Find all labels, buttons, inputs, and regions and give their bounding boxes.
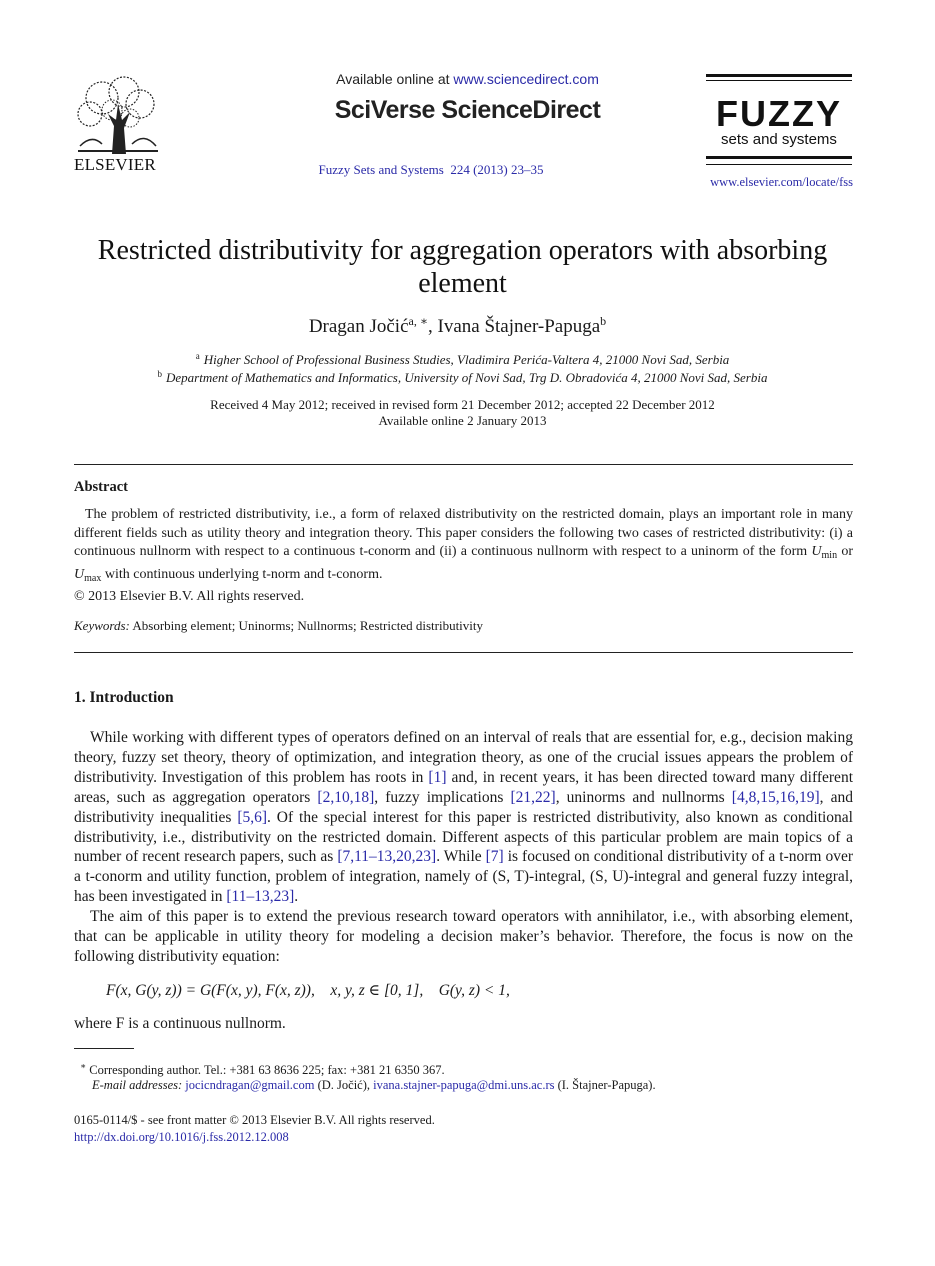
paragraph: The aim of this paper is to extend the previous research toward operators with annihilator, i.e., with absorbing element, that can be applicable in utility theory for modeling a decision maker’s behavior. Therefore, the focus is now on the following distributivity equation: [74,908,853,965]
text: is focused on conditional distributivity of a t-norm over a t-conorm and utility function, problem of integration, namely of (S, T)-integral, (S, U)-integral and general fuzzy integral, has been investigated in [74,848,853,906]
corresponding-author-footnote [80,1061,445,1078]
text: . Of the special interest for this paper is restricted distributivity, also known as conditional distributivity, i.e., distributivity on the restricted domain. Different aspects of this particular problem are main topics of a number of recent research papers, such as [74,808,853,866]
paragraph [74,728,853,907]
fuzzy-sets-journal-logo [706,74,852,149]
citation-link[interactable]: [2,10,18] [317,788,375,806]
introduction-body [74,728,853,967]
elsevier-wordmark: ELSEVIER [74,155,156,174]
available-prefix: Available online at [336,71,450,87]
citation-link[interactable]: [1] [428,768,447,786]
abstract-text: The problem of restricted distributivity, i.e., a form of relaxed distributivity on the restricted domain, plays an important role in many different fields such as utility theory and integration theory. This paper considers the following two cases of restricted distributivity: (i) a continuous nullnorm with respect to a continuous t-conorm and (ii) a continuous nullnorm with respect to a uninorm of the form [74,507,853,559]
affiliation-mark: b [157,369,163,379]
text: and, in recent years, it has been directed toward many different areas, such as aggregation operators [74,768,853,806]
abstract-body [74,506,853,607]
logo-bottom-rule [706,156,852,159]
author-affiliation-mark[interactable]: a, ∗ [408,314,429,328]
citation-link[interactable]: [7,11–13,20,23] [337,848,437,866]
keywords-label: Keywords: [74,618,130,633]
email-link[interactable]: ivana.stajner-papuga@dmi.uns.ac.rs [373,1078,555,1092]
citation-link[interactable]: [7] [485,848,504,866]
journal-logo-subtitle: sets and systems [721,131,837,148]
footnote-rule [74,1048,134,1049]
affiliation-text: Higher School of Professional Business Studies, Vladimira Perića-Valtera 4, 21000 Novi Sad, Serbia [203,352,730,367]
affiliation-a [0,351,925,368]
email-footnote [92,1078,656,1093]
section-heading: 1. Introduction [74,689,174,706]
sciencedirect-link[interactable]: www.sciencedirect.com [453,71,599,87]
text: . While [436,848,486,866]
author-separator: , [428,316,438,337]
uninorm-symbol: U [74,566,85,582]
abstract-paragraph [74,506,853,588]
author-list [0,314,915,338]
citation-link[interactable]: [11–13,23] [226,888,295,906]
journal-homepage-link[interactable]: www.elsevier.com/locate/fss [710,175,853,189]
available-online-date: Available online 2 January 2013 [378,413,547,428]
author-name[interactable]: Dragan Jočić [308,316,409,337]
logo-top-rule [706,74,852,77]
subscript-min: min [821,550,838,561]
logo-bottom-rule-thin [706,164,852,165]
text: , uninorms and nullnorms [555,788,732,806]
abstract-text-end: with continuous underlying t-norm and t-conorm. [101,566,383,582]
distributivity-equation: F(x, G(y, z)) = G(F(x, y), F(x, z)), x, y, z ∈ [0, 1], G(y, z) < 1, [106,982,510,999]
abstract-bottom-rule [74,652,853,653]
email-owner: (D. Jočić), [314,1078,374,1092]
abstract-top-rule [74,464,853,465]
affiliation-text: Department of Mathematics and Informatics, University of Novi Sad, Trg D. Obradovića 4, 21000 Novi Sad, Serbia [166,370,768,385]
affiliation-mark: a [195,351,200,361]
citation-link[interactable]: [21,22] [510,788,556,806]
text: . [294,888,299,906]
issn-line: 0165-0114/$ - see front matter © 2013 Elsevier B.V. All rights reserved. [74,1113,435,1127]
citation-link[interactable]: [4,8,15,16,19] [731,788,820,806]
equation-note: where F is a continuous nullnorm. [74,1015,286,1032]
logo-top-rule-thin [706,80,852,81]
footnote-mark: ∗ [80,1061,87,1071]
subscript-max: max [84,572,102,584]
paper-title: Restricted distributivity for aggregation operators with absorbing element [97,235,828,299]
or-word: or [837,544,853,559]
uninorm-symbol: U [811,544,822,559]
keywords-line [74,618,483,634]
footnote-text: Corresponding author. Tel.: +381 63 8636 225; fax: +381 21 6350 367. [89,1063,445,1078]
journal-name[interactable]: Fuzzy Sets and Systems [318,162,444,177]
affiliation-b [0,369,925,386]
text: , fuzzy implications [374,788,511,806]
email-label: E-mail addresses: [92,1078,183,1092]
citation-link[interactable]: [5,6] [237,808,268,826]
author-name[interactable]: Ivana Štajner-Papuga [437,316,601,337]
email-owner: (I. Štajner-Papuga). [554,1078,656,1092]
journal-volume[interactable]: 224 (2013) 23–35 [450,162,544,177]
doi-link[interactable]: http://dx.doi.org/10.1016/j.fss.2012.12.008 [74,1130,289,1144]
received-dates: Received 4 May 2012; received in revised form 21 December 2012; accepted 22 December 2012 [210,397,715,412]
abstract-heading: Abstract [74,479,128,495]
text: , and distributivity inequalities [74,788,853,826]
email-link[interactable]: jocicndragan@gmail.com [185,1078,315,1092]
text: While working with different types of operators defined on an interval of reals that are essential for, e.g., decision making theory, fuzzy set theory, theory of optimization, and integration theory, as one of the crucial issues appears the problem of distributivity. Investigation of this problem has roots in [74,729,853,786]
abstract-copyright: © 2013 Elsevier B.V. All rights reserved. [74,589,305,604]
keywords-list: Absorbing element; Uninorms; Nullnorms; Restricted distributivity [132,618,484,633]
sciverse-logo-text: SciVerse ScienceDirect [334,96,601,124]
journal-logo-title: FUZZY [716,93,842,134]
author-affiliation-mark[interactable]: b [600,314,607,328]
